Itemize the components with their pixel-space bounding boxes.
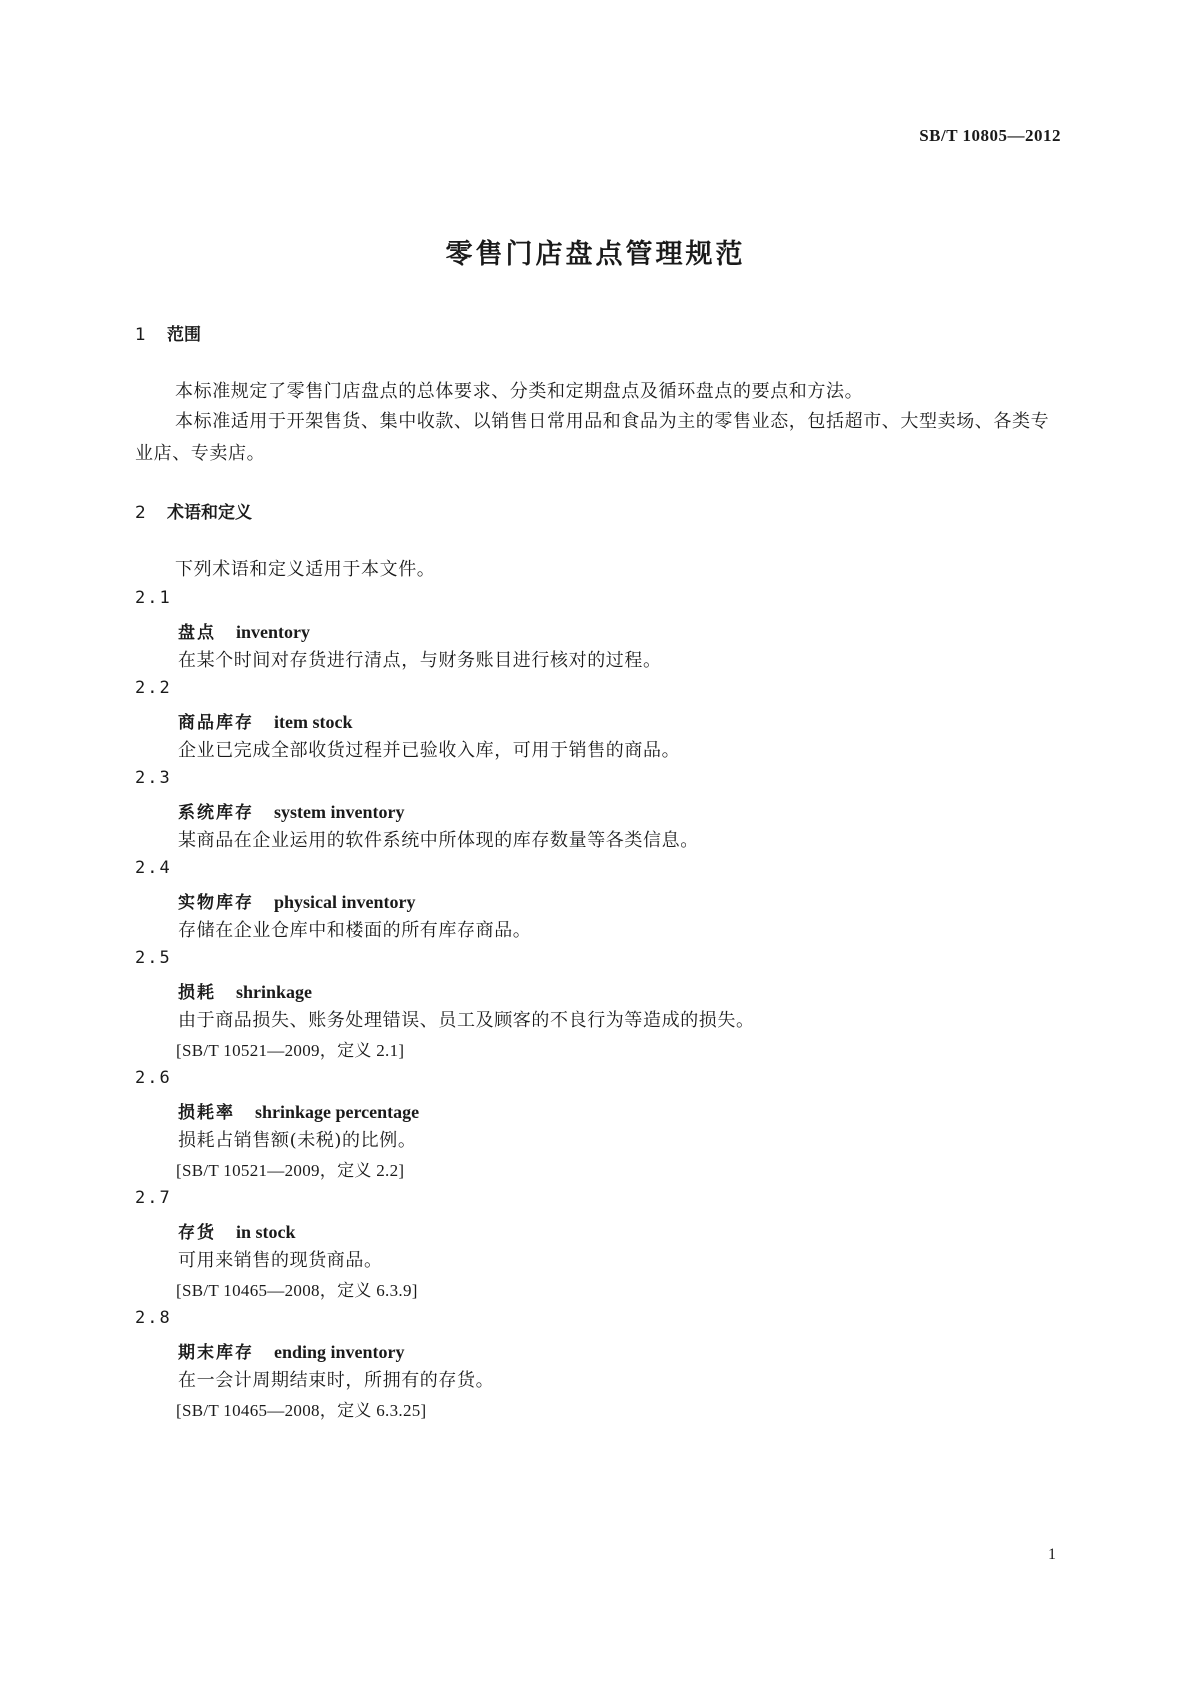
term-heading [178,708,352,733]
term-number: 2.1 [135,588,172,608]
term-en: item stock [274,712,353,732]
term-en: ending inventory [274,1342,405,1362]
term-source: [SB/T 10521—2009，定义 2.1] [176,1041,405,1060]
term-zh: 盘点 [178,623,216,643]
term-number: 2.2 [135,678,172,698]
terms-intro: 下列术语和定义适用于本文件。 [175,559,436,580]
term-number: 2.4 [135,858,172,878]
term-definition: 由于商品损失、账务处理错误、员工及顾客的不良行为等造成的损失。 [178,1010,755,1031]
term-heading [178,1338,405,1363]
term-en: in stock [236,1222,296,1242]
term-definition: 损耗占销售额(未税)的比例。 [178,1130,417,1151]
term-definition: 可用来销售的现货商品。 [178,1250,383,1271]
term-number: 2.7 [135,1188,172,1208]
term-source: [SB/T 10465—2008，定义 6.3.25] [176,1401,427,1420]
term-heading [178,618,310,643]
term-zh: 损耗 [178,983,216,1003]
term-en: inventory [236,622,310,642]
term-heading [178,798,404,823]
term-definition: 某商品在企业运用的软件系统中所体现的库存数量等各类信息。 [178,830,699,851]
document-title: 零售门店盘点管理规范 [445,239,746,270]
standard-code: SB/T 10805—2012 [919,126,1061,145]
term-en: system inventory [274,802,405,822]
scope-paragraph-1: 本标准规定了零售门店盘点的总体要求、分类和定期盘点及循环盘点的要点和方法。 [175,381,864,402]
term-heading [178,978,312,1003]
term-zh: 损耗率 [178,1103,235,1123]
term-number: 2.5 [135,948,172,968]
term-zh: 期末库存 [178,1343,254,1363]
section-title: 术语和定义 [167,503,252,523]
page-number: 1 [1048,1546,1056,1563]
term-heading [178,1098,419,1123]
term-definition: 存储在企业仓库中和楼面的所有库存商品。 [178,920,532,941]
term-number: 2.6 [135,1068,172,1088]
term-en: shrinkage [236,982,313,1002]
term-heading [178,1218,296,1243]
term-zh: 系统库存 [178,803,254,823]
term-source: [SB/T 10521—2009，定义 2.2] [176,1161,405,1180]
term-en: physical inventory [274,892,416,912]
section-number: 2 [135,503,146,523]
term-heading [178,888,416,913]
section-1-heading [135,320,201,345]
scope-paragraph-2: 本标准适用于开架售货、集中收款、以销售日常用品和食品为主的零售业态，包括超市、大型卖场、各类专业店、专卖店。 [135,411,1050,464]
section-number: 1 [135,325,146,345]
term-zh: 实物库存 [178,893,254,913]
term-source: [SB/T 10465—2008，定义 6.3.9] [176,1281,418,1300]
term-definition: 在一会计周期结束时，所拥有的存货。 [178,1370,495,1391]
section-2-heading [135,498,252,523]
term-en: shrinkage percentage [255,1102,420,1122]
term-definition: 企业已完成全部收货过程并已验收入库，可用于销售的商品。 [178,740,681,761]
term-zh: 商品库存 [178,713,254,733]
term-definition: 在某个时间对存货进行清点，与财务账目进行核对的过程。 [178,650,662,671]
term-number: 2.3 [135,768,172,788]
section-title: 范围 [167,325,201,345]
term-number: 2.8 [135,1308,172,1328]
term-zh: 存货 [178,1223,216,1243]
